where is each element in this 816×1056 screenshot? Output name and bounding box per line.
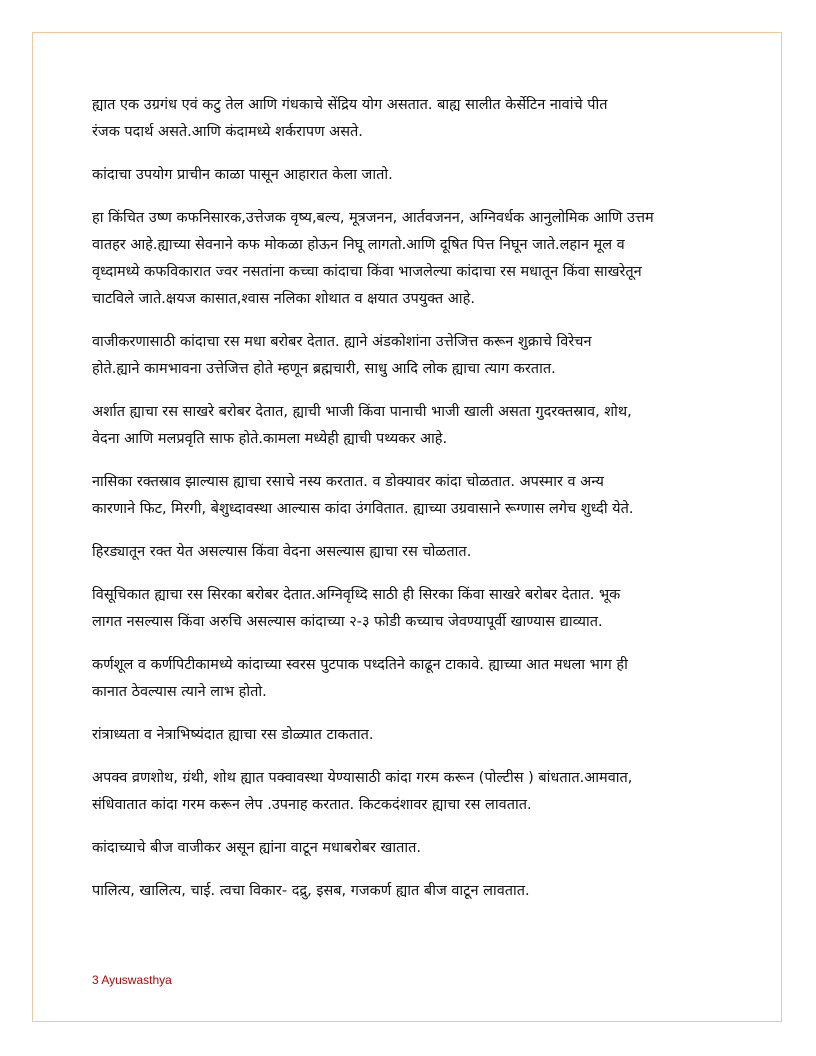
paragraph-6: नासिका रक्तस्राव झाल्यास ह्याचा रसाचे नस्य करतात. व डोक्यावर कांदा चोळतात. अपस्मार व अन्य कारणाने फिट, मिरगी, बेशुध्दावस्था आल्यास कांदा उंगवितात. ह्याच्या उग्रवासाने रूग्णास लगेच शुध्दी येते. xyxy=(92,474,634,517)
paragraph-1: ह्यात एक उग्रगंध एवं कटु तेल आणि गंधकाचे सेंद्रिय योग असतात. बाह्य सालीत केर्सेटिन नावांचे पीत रंजक पदार्थ असते.आणि कंदामध्ये शर्करापण असते. xyxy=(92,97,608,140)
paragraph-13: पालित्य, खालित्य, चाई. त्वचा विकार- दद्रु, इसब, गजकर्ण ह्यात बीज वाटून लावतात. xyxy=(92,883,530,899)
paragraph-8: विसूचिकात ह्याचा रस सिरका बरोबर देतात.अग्निवृध्दि साठी ही सिरका किंवा साखरे बरोबर देतात. भूक लागत नसल्यास किंवा अरुचि असल्यास कांदाच्या २-३ फोडी कच्याच जेवण्यापूर्वी खाण्यास द्याव्यात. xyxy=(92,587,621,630)
paragraph-10: रांत्राध्यता व नेत्राभिष्यंदात ह्याचा रस डोळ्यात टाकतात. xyxy=(92,727,374,743)
paragraph-2: कांदाचा उपयोग प्राचीन काळा पासून आहारात केला जातो. xyxy=(92,167,393,183)
paragraph-12: कांदाच्याचे बीज वाजीकर असून ह्यांना वाटून मधाबरोबर खातात. xyxy=(92,840,422,856)
paragraph-11: अपक्व व्रणशोथ, ग्रंथी, शोथ ह्यात पक्वावस्था येण्यासाठी कांदा गरम करून (पोल्टीस ) बांधतात.आमवात, संधिवातात कांदा गरम करून लेप .उपनाह करतात. किटकदंशावर ह्याचा रस लावतात. xyxy=(92,770,633,813)
document-body xyxy=(92,92,732,921)
paragraph-4: वाजीकरणासाठी कांदाचा रस मधा बरोबर देतात. ह्याने अंडकोशांना उत्तेजित्त करून शुक्राचे विरेचन होते.ह्याने कामभावना उत्तेजित्त होते म्हणून ब्रह्मचारी, साधु आदि लोक ह्याचा त्याग करतात. xyxy=(92,334,592,377)
paragraph-5: अर्शात ह्याचा रस साखरे बरोबर देतात, ह्याची भाजी किंवा पानाची भाजी खाली असता गुदरक्तस्राव, शोथ, वेदना आणि मलप्रवृति साफ होते.कामला मध्येही ह्याची पथ्यकर आहे. xyxy=(92,404,632,447)
paragraph-7: हिरड्यातून रक्त येत असल्यास किंवा वेदना असल्यास ह्याचा रस चोळतात. xyxy=(92,544,472,560)
paragraph-9: कर्णशूल व कर्णपिटीकामध्ये कांदाच्या स्वरस पुटपाक पध्दतिने काढून टाकावे. ह्याच्या आत मधला भाग ही कानात ठेवल्यास त्याने लाभ होतो. xyxy=(92,657,628,700)
page-footer: 3 Ayuswasthya xyxy=(92,973,172,987)
paragraph-3: हा किंचित उष्ण कफनिसारक,उत्तेजक वृष्य,बल्य, मूत्रजनन, आर्तवजनन, अग्निवर्धक आनुलोमिक आणि उत्तम वातहर आहे.ह्याच्या सेवनाने कफ मोकळा होऊन निघू लागतो.आणि दूषित पित्त निघून जाते.लहान मूल व वृध्दामध्ये कफविकारात ज्वर नसतांना कच्चा कांदाचा किंवा भाजलेल्या कांदाचा रस मधातून किंवा साखरेतून चाटविले जाते.क्षयज कासात,श्वास नलिका शोथात व क्षयात उपयुक्त आहे. xyxy=(92,210,654,307)
